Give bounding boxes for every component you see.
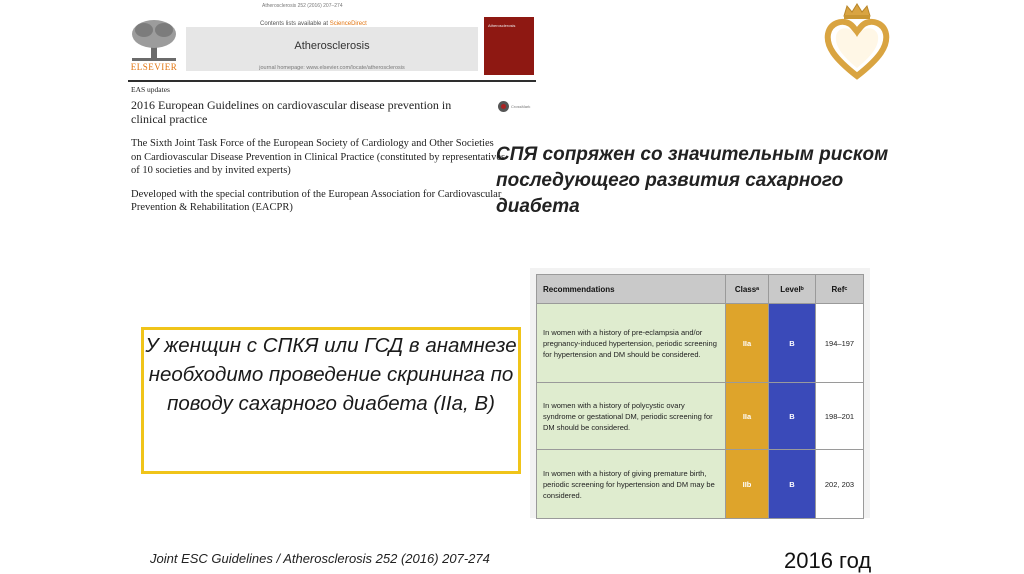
- ref-cell: 202, 203: [816, 450, 864, 519]
- level-cell: B: [769, 304, 816, 383]
- journal-header: [128, 0, 536, 80]
- section-label: EAS updates: [131, 85, 170, 94]
- header-recommendations: Recommendations: [537, 275, 726, 304]
- journal-homepage[interactable]: journal homepage: www.elsevier.com/locate/atherosclerosis: [259, 65, 405, 71]
- article-front-matter: [131, 84, 506, 215]
- publisher-name: ELSEVIER: [130, 62, 178, 72]
- table-row: [537, 383, 864, 450]
- crossmark-label: CrossMark: [511, 104, 531, 109]
- sciencedirect-link[interactable]: ScienceDirect: [329, 21, 367, 27]
- contribution-text: Developed with the special contribution of the European Association for Cardiovascular Prevention & Rehabilitation (EACPR): [131, 188, 502, 213]
- header-level: Levelᵇ: [769, 275, 816, 304]
- crossmark-icon[interactable]: [498, 101, 509, 112]
- recommendation-cell: In women with a history of pre-eclampsia and/or pregnancy-induced hypertension, periodic screening for hypertension and DM should be considered.: [537, 304, 726, 383]
- level-cell: B: [769, 450, 816, 519]
- journal-title-band: [186, 27, 478, 71]
- article-title: 2016 European Guidelines on cardiovascular disease prevention in clinical practice: [131, 98, 452, 126]
- journal-title: Atherosclerosis: [294, 40, 370, 52]
- recommendations-table: [530, 268, 870, 518]
- statement-text: СПЯ сопряжен со значительным риском последующего развития сахарного диабета: [496, 144, 889, 217]
- header-divider: [128, 80, 536, 82]
- contents-prefix: Contents lists available at: [260, 21, 329, 27]
- crown-heart-emblem-icon: [822, 2, 892, 80]
- recommendation-cell: In women with a history of polycystic ovary syndrome or gestational DM, periodic screening for DM should be considered.: [537, 383, 726, 450]
- cover-title: Atherosclerosis: [488, 23, 516, 28]
- ref-cell: 194–197: [816, 304, 864, 383]
- table-header-row: [537, 275, 864, 304]
- class-cell: IIa: [726, 304, 769, 383]
- journal-cover-image: [484, 17, 534, 75]
- source-citation: Joint ESC Guidelines / Atherosclerosis 252 (2016) 207-274: [150, 551, 490, 566]
- class-cell: IIa: [726, 383, 769, 450]
- table-row: [537, 304, 864, 383]
- table-row: [537, 450, 864, 519]
- recommendation-cell: In women with a history of giving premature birth, periodic screening for hypertension and DM may be considered.: [537, 450, 726, 519]
- journal-citation: Atherosclerosis 252 (2016) 207–274: [262, 3, 343, 9]
- ref-cell: 198–201: [816, 383, 864, 450]
- callout-text: У женщин с СПКЯ или ГСД в анамнезе необходимо проведение скрининга по поводу сахарного диабета (IIa, B): [145, 334, 517, 415]
- level-cell: B: [769, 383, 816, 450]
- screening-callout-box: [141, 327, 521, 474]
- year-label: 2016 год: [784, 548, 872, 573]
- header-class: Classᵃ: [726, 275, 769, 304]
- header-ref: Refᶜ: [816, 275, 864, 304]
- task-force-text: The Sixth Joint Task Force of the European Society of Cardiology and Other Societies on Cardiovascular Disease Prevention in Clinical Practice (constituted by representatives of 10 societies and by invited experts): [131, 138, 506, 176]
- class-cell: IIb: [726, 450, 769, 519]
